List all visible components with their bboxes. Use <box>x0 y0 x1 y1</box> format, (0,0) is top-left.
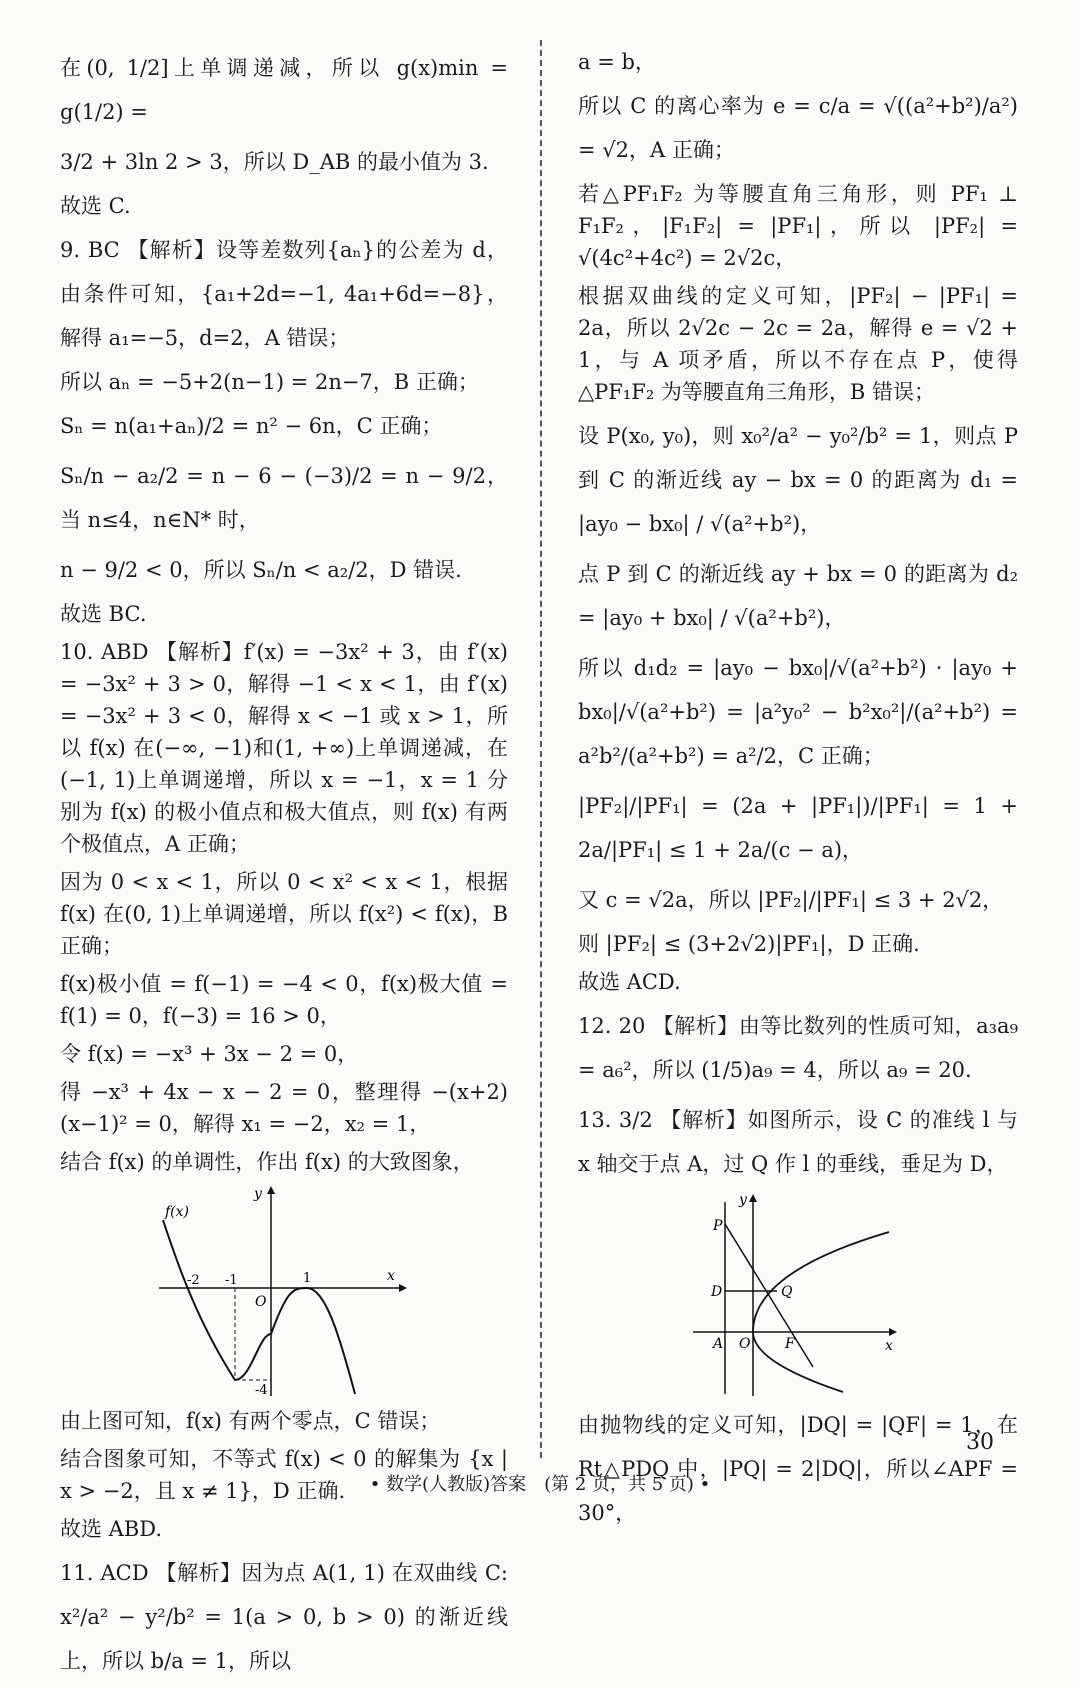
tick-neg2: -2 <box>187 1273 200 1288</box>
page-number: 30 <box>966 1430 994 1455</box>
parabola-graph <box>693 1192 903 1397</box>
label-p: P <box>713 1218 723 1234</box>
text-line: 设 P(x₀, y₀)，则 x₀²/a² − y₀²/b² = 1，则点 P 到 C 的渐近线 ay − bx = 0 的距离为 d₁ = |ay₀ − bx₀| / √(a²+b²)， <box>578 424 1018 536</box>
x-axis-label: x <box>885 1338 893 1354</box>
text-line: 又 c = √2a，所以 |PF₂|/|PF₁| ≤ 3 + 2√2， <box>578 888 1004 912</box>
text-line: 若△PF₁F₂ 为等腰直角三角形，则 PF₁ ⊥ F₁F₂，|F₁F₂| = |PF₁|，所以 |PF₂| = √(4c²+4c²) = 2√2c， <box>578 182 1018 270</box>
question-13: 13. 3/2 【解析】如图所示，设 C 的准线 l 与 x 轴交于点 A，过 Q 作 l 的垂线，垂足为 D， <box>578 1108 1018 1176</box>
text-line: 结合图象可知，不等式 f(x) < 0 的解集为 {x | x > −2，且 x ≠ 1}，D 正确. <box>60 1447 508 1503</box>
y-axis-arrow <box>267 1186 275 1194</box>
column-divider <box>540 40 542 1458</box>
right-column <box>578 46 1018 1541</box>
y-axis-arrow <box>749 1194 757 1202</box>
cubic-function-graph <box>159 1184 409 1399</box>
label-d: D <box>711 1284 723 1300</box>
question-10: 10. ABD 【解析】f′(x) = −3x² + 3，由 f′(x) = −3x² + 3 > 0，解得 −1 < x < 1，由 f′(x) = −3x² + 3 < 0，解得 x < −1 或 x > 1，所以 f(x) 在(−∞, −1)和(1, +∞)上单调递减，在(−1, 1)上单调递增，所以 x = −1，x = 1 分别为 f(x) 的极小值点和极大值点，则 f(x) 有两个极值点，A 正确； <box>60 640 508 856</box>
y-axis-label: y <box>254 1186 262 1202</box>
parabola-curve <box>753 1232 889 1392</box>
text-line: 故选 BC. <box>60 602 147 626</box>
label-a: A <box>713 1336 724 1352</box>
text-line: f(x)极小值 = f(−1) = −4 < 0，f(x)极大值 = f(1) = 0，f(−3) = 16 > 0， <box>60 972 508 1028</box>
question-11: 11. ACD 【解析】因为点 A(1, 1) 在双曲线 C: x²/a² − y²/b² = 1(a > 0, b > 0) 的渐近线上，所以 b/a = 1，所以 <box>60 1561 508 1673</box>
text-line: 由抛物线的定义可知，|DQ| = |QF| = 1，在 Rt△PDQ 中，|PQ| = 2|DQ|，所以∠APF = 30°， <box>578 1413 1018 1525</box>
text-line: 因为 0 < x < 1，所以 0 < x² < x < 1，根据 f(x) 在(0, 1)上单调递增，所以 f(x²) < f(x)，B 正确； <box>60 870 508 958</box>
text-line: 3/2 + 3ln 2 > 3，所以 D_AB 的最小值为 3. <box>60 150 489 174</box>
text-line: 故选 C. <box>60 194 131 218</box>
x-axis-label: x <box>387 1268 395 1284</box>
tick-1: 1 <box>303 1271 312 1286</box>
text-line: Sₙ/n − a₂/2 = n − 6 − (−3)/2 = n − 9/2，当 n≤4，n∈N* 时， <box>60 464 508 532</box>
text-line: 得 −x³ + 4x − x − 2 = 0，整理得 −(x+2)(x−1)² = 0，解得 x₁ = −2，x₂ = 1， <box>60 1080 508 1136</box>
tick-neg1: -1 <box>225 1273 238 1288</box>
text-line: 所以 aₙ = −5+2(n−1) = 2n−7，B 正确； <box>60 370 479 394</box>
question-9: 9. BC 【解析】设等差数列{aₙ}的公差为 d，由条件可知，{a₁+2d=−1, 4a₁+6d=−8}，解得 a₁=−5，d=2，A 错误； <box>60 238 508 350</box>
text-line: 在(0, 1/2]上单调递减，所以 g(x)min = g(1/2) = <box>60 56 508 124</box>
text-line: n − 9/2 < 0，所以 Sₙ/n < a₂/2，D 错误. <box>60 558 462 582</box>
text-line: 点 P 到 C 的渐近线 ay + bx = 0 的距离为 d₂ = |ay₀ + bx₀| / √(a²+b²)， <box>578 562 1018 630</box>
text-line: 则 |PF₂| ≤ (3+2√2)|PF₁|，D 正确. <box>578 932 920 956</box>
text-line: 故选 ACD. <box>578 970 681 994</box>
text-line: a = b， <box>578 50 656 74</box>
text-line: 所以 d₁d₂ = |ay₀ − bx₀|/√(a²+b²) · |ay₀ + bx₀|/√(a²+b²) = |a²y₀² − b²x₀²|/(a²+b²) = a²b²/(a²+b²) = a²/2，C 正确； <box>578 656 1018 768</box>
text-line: 所以 C 的离心率为 e = c/a = √((a²+b²)/a²) = √2，A 正确； <box>578 94 1018 162</box>
left-column <box>60 46 508 1689</box>
text-line: 根据双曲线的定义可知，|PF₂| − |PF₁| = 2a，所以 2√2c − 2c = 2a，解得 e = √2 + 1，与 A 项矛盾，所以不存在点 P，使得△PF₁F₂ 为等腰直角三角形，B 错误； <box>578 284 1018 404</box>
y-axis-label: y <box>739 1192 747 1208</box>
x-axis-arrow <box>399 1284 407 1292</box>
origin-label: O <box>255 1294 267 1310</box>
tick-neg4: -4 <box>255 1383 268 1398</box>
text-line: 令 f(x) = −x³ + 3x − 2 = 0， <box>60 1042 359 1066</box>
text-line: Sₙ = n(a₁+aₙ)/2 = n² − 6n，C 正确； <box>60 414 443 438</box>
label-q: Q <box>781 1284 793 1300</box>
x-axis-arrow <box>889 1328 897 1336</box>
text-line: |PF₂|/|PF₁| = (2a + |PF₁|)/|PF₁| = 1 + 2a/|PF₁| ≤ 1 + 2a/(c − a)， <box>578 794 1018 862</box>
text-line: 由上图可知，f(x) 有两个零点，C 错误； <box>60 1409 441 1433</box>
question-12: 12. 20 【解析】由等比数列的性质可知，a₃a₉ = a₆²，所以 (1/5)a₉ = 4，所以 a₉ = 20. <box>578 1014 1018 1082</box>
text-line: 故选 ABD. <box>60 1517 163 1541</box>
label-f: F <box>785 1336 795 1352</box>
label-o: O <box>739 1336 751 1352</box>
page-footer: • 数学(人教版)答案 (第 2 页，共 5 页) • <box>369 1474 711 1495</box>
text-line: 结合 f(x) 的单调性，作出 f(x) 的大致图象， <box>60 1150 474 1174</box>
curve-label: f(x) <box>165 1204 190 1220</box>
